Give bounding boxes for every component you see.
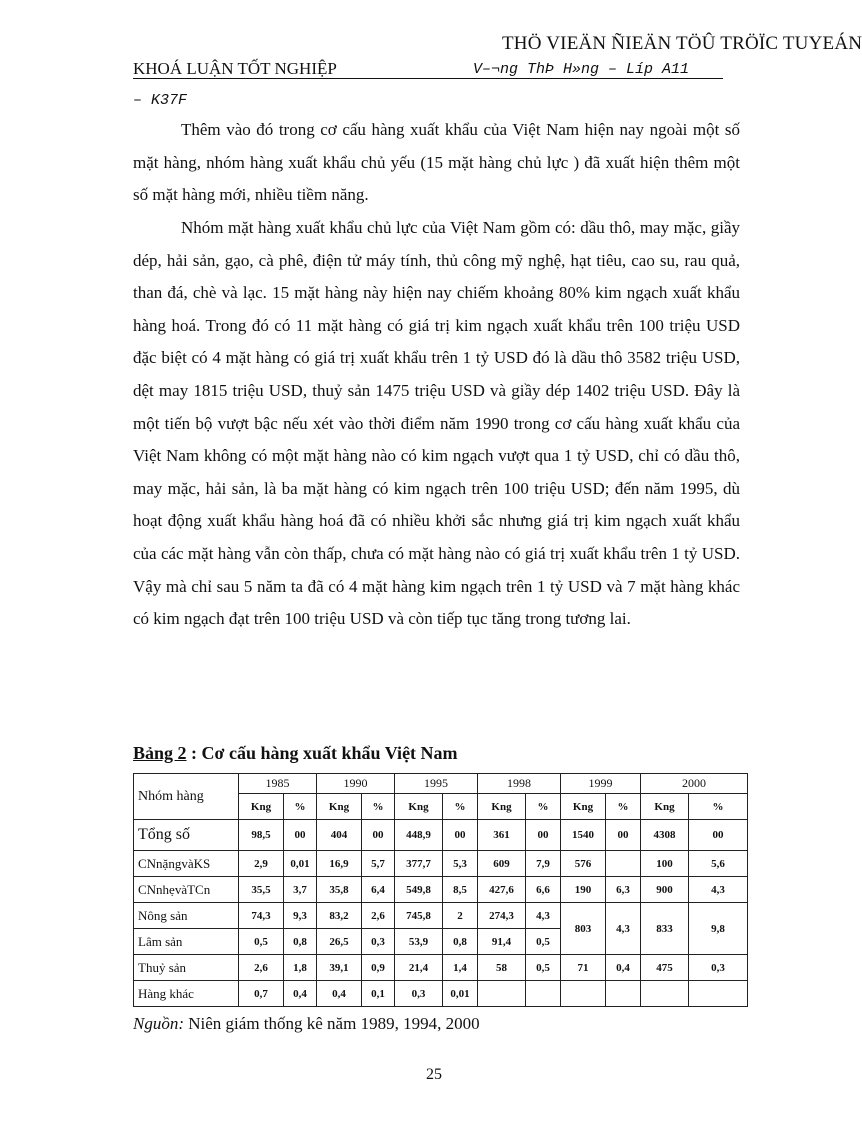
cell: 74,3 (239, 903, 284, 929)
cell: 549,8 (395, 877, 443, 903)
cell: 58 (478, 955, 526, 981)
cell: 0,3 (689, 955, 748, 981)
cell: 0,01 (443, 981, 478, 1007)
cell: 576 (561, 851, 606, 877)
cell (561, 981, 606, 1007)
cell: 0,5 (526, 955, 561, 981)
header-kng: Kng (478, 794, 526, 820)
cell: 1,8 (284, 955, 317, 981)
cell: 190 (561, 877, 606, 903)
cell: 0,4 (606, 955, 641, 981)
cell: 39,1 (317, 955, 362, 981)
cell: 900 (641, 877, 689, 903)
cell: 21,4 (395, 955, 443, 981)
header-thesis-title: KHOÁ LUẬN TỐT NGHIỆP (133, 59, 337, 78)
cell: 4,3 (689, 877, 748, 903)
header-pct: % (689, 794, 748, 820)
merged-cell: 803 (561, 903, 606, 955)
cell: 2 (443, 903, 478, 929)
cell: 5,3 (443, 851, 478, 877)
header-year: 1985 (239, 774, 317, 794)
cell: 35,5 (239, 877, 284, 903)
cell: 00 (443, 820, 478, 851)
cell: 0,4 (284, 981, 317, 1007)
table-row (134, 955, 748, 981)
table-caption-sep: : (186, 743, 202, 763)
cell: 0,7 (239, 981, 284, 1007)
header-pct: % (526, 794, 561, 820)
cell: 53,9 (395, 929, 443, 955)
row-label: Hàng khác (134, 981, 239, 1007)
header-kng: Kng (561, 794, 606, 820)
row-label: CNnặngvàKS (134, 851, 239, 877)
header-year: 1998 (478, 774, 561, 794)
cell: 0,01 (284, 851, 317, 877)
cell: 448,9 (395, 820, 443, 851)
cell: 1540 (561, 820, 606, 851)
cell: 274,3 (478, 903, 526, 929)
cell: 4308 (641, 820, 689, 851)
header-pct: % (606, 794, 641, 820)
cell: 0,8 (443, 929, 478, 955)
cell: 745,8 (395, 903, 443, 929)
cell: 6,3 (606, 877, 641, 903)
cell: 6,4 (362, 877, 395, 903)
table-source (133, 1014, 480, 1034)
cell: 00 (526, 820, 561, 851)
row-label: Tổng số (134, 820, 239, 851)
header-group: Nhóm hàng (134, 774, 239, 820)
header-author-cont: – K37F (133, 92, 188, 109)
table-caption-label: Bảng 2 (133, 743, 187, 763)
row-label: Thuỷ sản (134, 955, 239, 981)
header-pct: % (443, 794, 478, 820)
header-year: 2000 (641, 774, 748, 794)
cell: 8,5 (443, 877, 478, 903)
site-banner: THÖ VIEÄN ÑIEÄN TÖÛ TRÖÏC TUYEÁN (502, 33, 862, 54)
cell: 4,3 (526, 903, 561, 929)
cell: 98,5 (239, 820, 284, 851)
cell: 609 (478, 851, 526, 877)
cell: 0,5 (239, 929, 284, 955)
table-caption (133, 743, 458, 764)
cell: 0,3 (395, 981, 443, 1007)
cell: 7,9 (526, 851, 561, 877)
header-kng: Kng (641, 794, 689, 820)
cell (526, 981, 561, 1007)
cell: 16,9 (317, 851, 362, 877)
source-label: Nguồn: (133, 1014, 184, 1033)
cell: 71 (561, 955, 606, 981)
cell (641, 981, 689, 1007)
table-row (134, 820, 748, 851)
cell: 5,7 (362, 851, 395, 877)
header-year: 1999 (561, 774, 641, 794)
cell: 0,1 (362, 981, 395, 1007)
paragraph-1: Thêm vào đó trong cơ cấu hàng xuất khẩu của Việt Nam hiện nay ngoài một số mặt hàng, nhóm hàng xuất khẩu chủ yếu (15 mặt hàng chủ lực ) đã xuất hiện thêm một số mặt hàng mới, nhiều tiềm năng. (133, 120, 740, 205)
table-row (134, 877, 748, 903)
cell: 00 (689, 820, 748, 851)
cell: 0,3 (362, 929, 395, 955)
cell: 91,4 (478, 929, 526, 955)
table-row (134, 903, 748, 929)
cell: 9,3 (284, 903, 317, 929)
row-label: Nông sản (134, 903, 239, 929)
header-author: V–¬ng ThÞ H»ng – Líp A11 (473, 61, 690, 78)
table-row (134, 851, 748, 877)
cell: 2,9 (239, 851, 284, 877)
cell: 00 (284, 820, 317, 851)
cell: 0,4 (317, 981, 362, 1007)
table-caption-title: Cơ cấu hàng xuất khẩu Việt Nam (201, 743, 458, 763)
cell: 377,7 (395, 851, 443, 877)
cell (689, 981, 748, 1007)
header-pct: % (284, 794, 317, 820)
cell: 100 (641, 851, 689, 877)
cell: 83,2 (317, 903, 362, 929)
cell: 361 (478, 820, 526, 851)
header-year: 1995 (395, 774, 478, 794)
header-kng: Kng (395, 794, 443, 820)
row-label: CNnhẹvàTCn (134, 877, 239, 903)
header-kng: Kng (239, 794, 284, 820)
cell: 0,5 (526, 929, 561, 955)
header-rule (133, 78, 723, 79)
cell: 35,8 (317, 877, 362, 903)
cell: 3,7 (284, 877, 317, 903)
cell: 427,6 (478, 877, 526, 903)
page-number: 25 (426, 1066, 442, 1083)
cell: 0,9 (362, 955, 395, 981)
cell (478, 981, 526, 1007)
cell: 475 (641, 955, 689, 981)
cell: 00 (362, 820, 395, 851)
cell: 5,6 (689, 851, 748, 877)
row-label: Lâm sản (134, 929, 239, 955)
cell: 1,4 (443, 955, 478, 981)
header-year: 1990 (317, 774, 395, 794)
merged-cell: 9,8 (689, 903, 748, 955)
cell: 6,6 (526, 877, 561, 903)
cell: 0,8 (284, 929, 317, 955)
cell: 00 (606, 820, 641, 851)
cell (606, 981, 641, 1007)
export-structure-table (133, 773, 748, 1007)
cell: 2,6 (362, 903, 395, 929)
header-kng: Kng (317, 794, 362, 820)
cell (606, 851, 641, 877)
table-row (134, 981, 748, 1007)
cell: 2,6 (239, 955, 284, 981)
merged-cell: 833 (641, 903, 689, 955)
source-text: Niên giám thống kê năm 1989, 1994, 2000 (184, 1014, 480, 1033)
header-pct: % (362, 794, 395, 820)
cell: 26,5 (317, 929, 362, 955)
paragraph-2: Nhóm mặt hàng xuất khẩu chủ lực của Việt Nam gồm có: dầu thô, may mặc, giầy dép, hải sản, gạo, cà phê, điện tử máy tính, thủ công mỹ nghệ, hạt tiêu, cao su, rau quả, than đá, chè và lạc. 15 mặt hàng này hiện nay chiếm khoảng 80% kim ngạch xuất khẩu hàng hoá. Trong đó có 11 mặt hàng có giá trị kim ngạch xuất khẩu trên 100 triệu USD đặc biệt có 4 mặt hàng có giá trị xuất khẩu trên 1 tỷ USD đó là dầu thô 3582 triệu USD, dệt may 1815 triệu USD, thuỷ sản 1475 triệu USD và giầy dép 1402 triệu USD. Đây là một tiến bộ vượt bậc nếu xét vào thời điểm năm 1990 trong cơ cấu hàng xuất khẩu của Việt Nam không có một mặt hàng nào có kim ngạch vượt qua 1 tỷ USD, chỉ có dầu thô, may mặc, hải sản, là ba mặt hàng có kim ngạch trên 100 triệu USD; đến năm 1995, dù hoạt động xuất khẩu hàng hoá đã có nhiều khởi sắc nhưng giá trị kim ngạch xuất khẩu của các mặt hàng vẫn còn thấp, chưa có mặt hàng nào có giá trị xuất khẩu trên 1 tỷ USD. Vậy mà chỉ sau 5 năm ta đã có 4 mặt hàng kim ngạch trên 1 tỷ USD và 7 mặt hàng khác có kim ngạch đạt trên 100 triệu USD và còn tiếp tục tăng trong tương lai. (133, 218, 740, 629)
cell: 404 (317, 820, 362, 851)
merged-cell: 4,3 (606, 903, 641, 955)
